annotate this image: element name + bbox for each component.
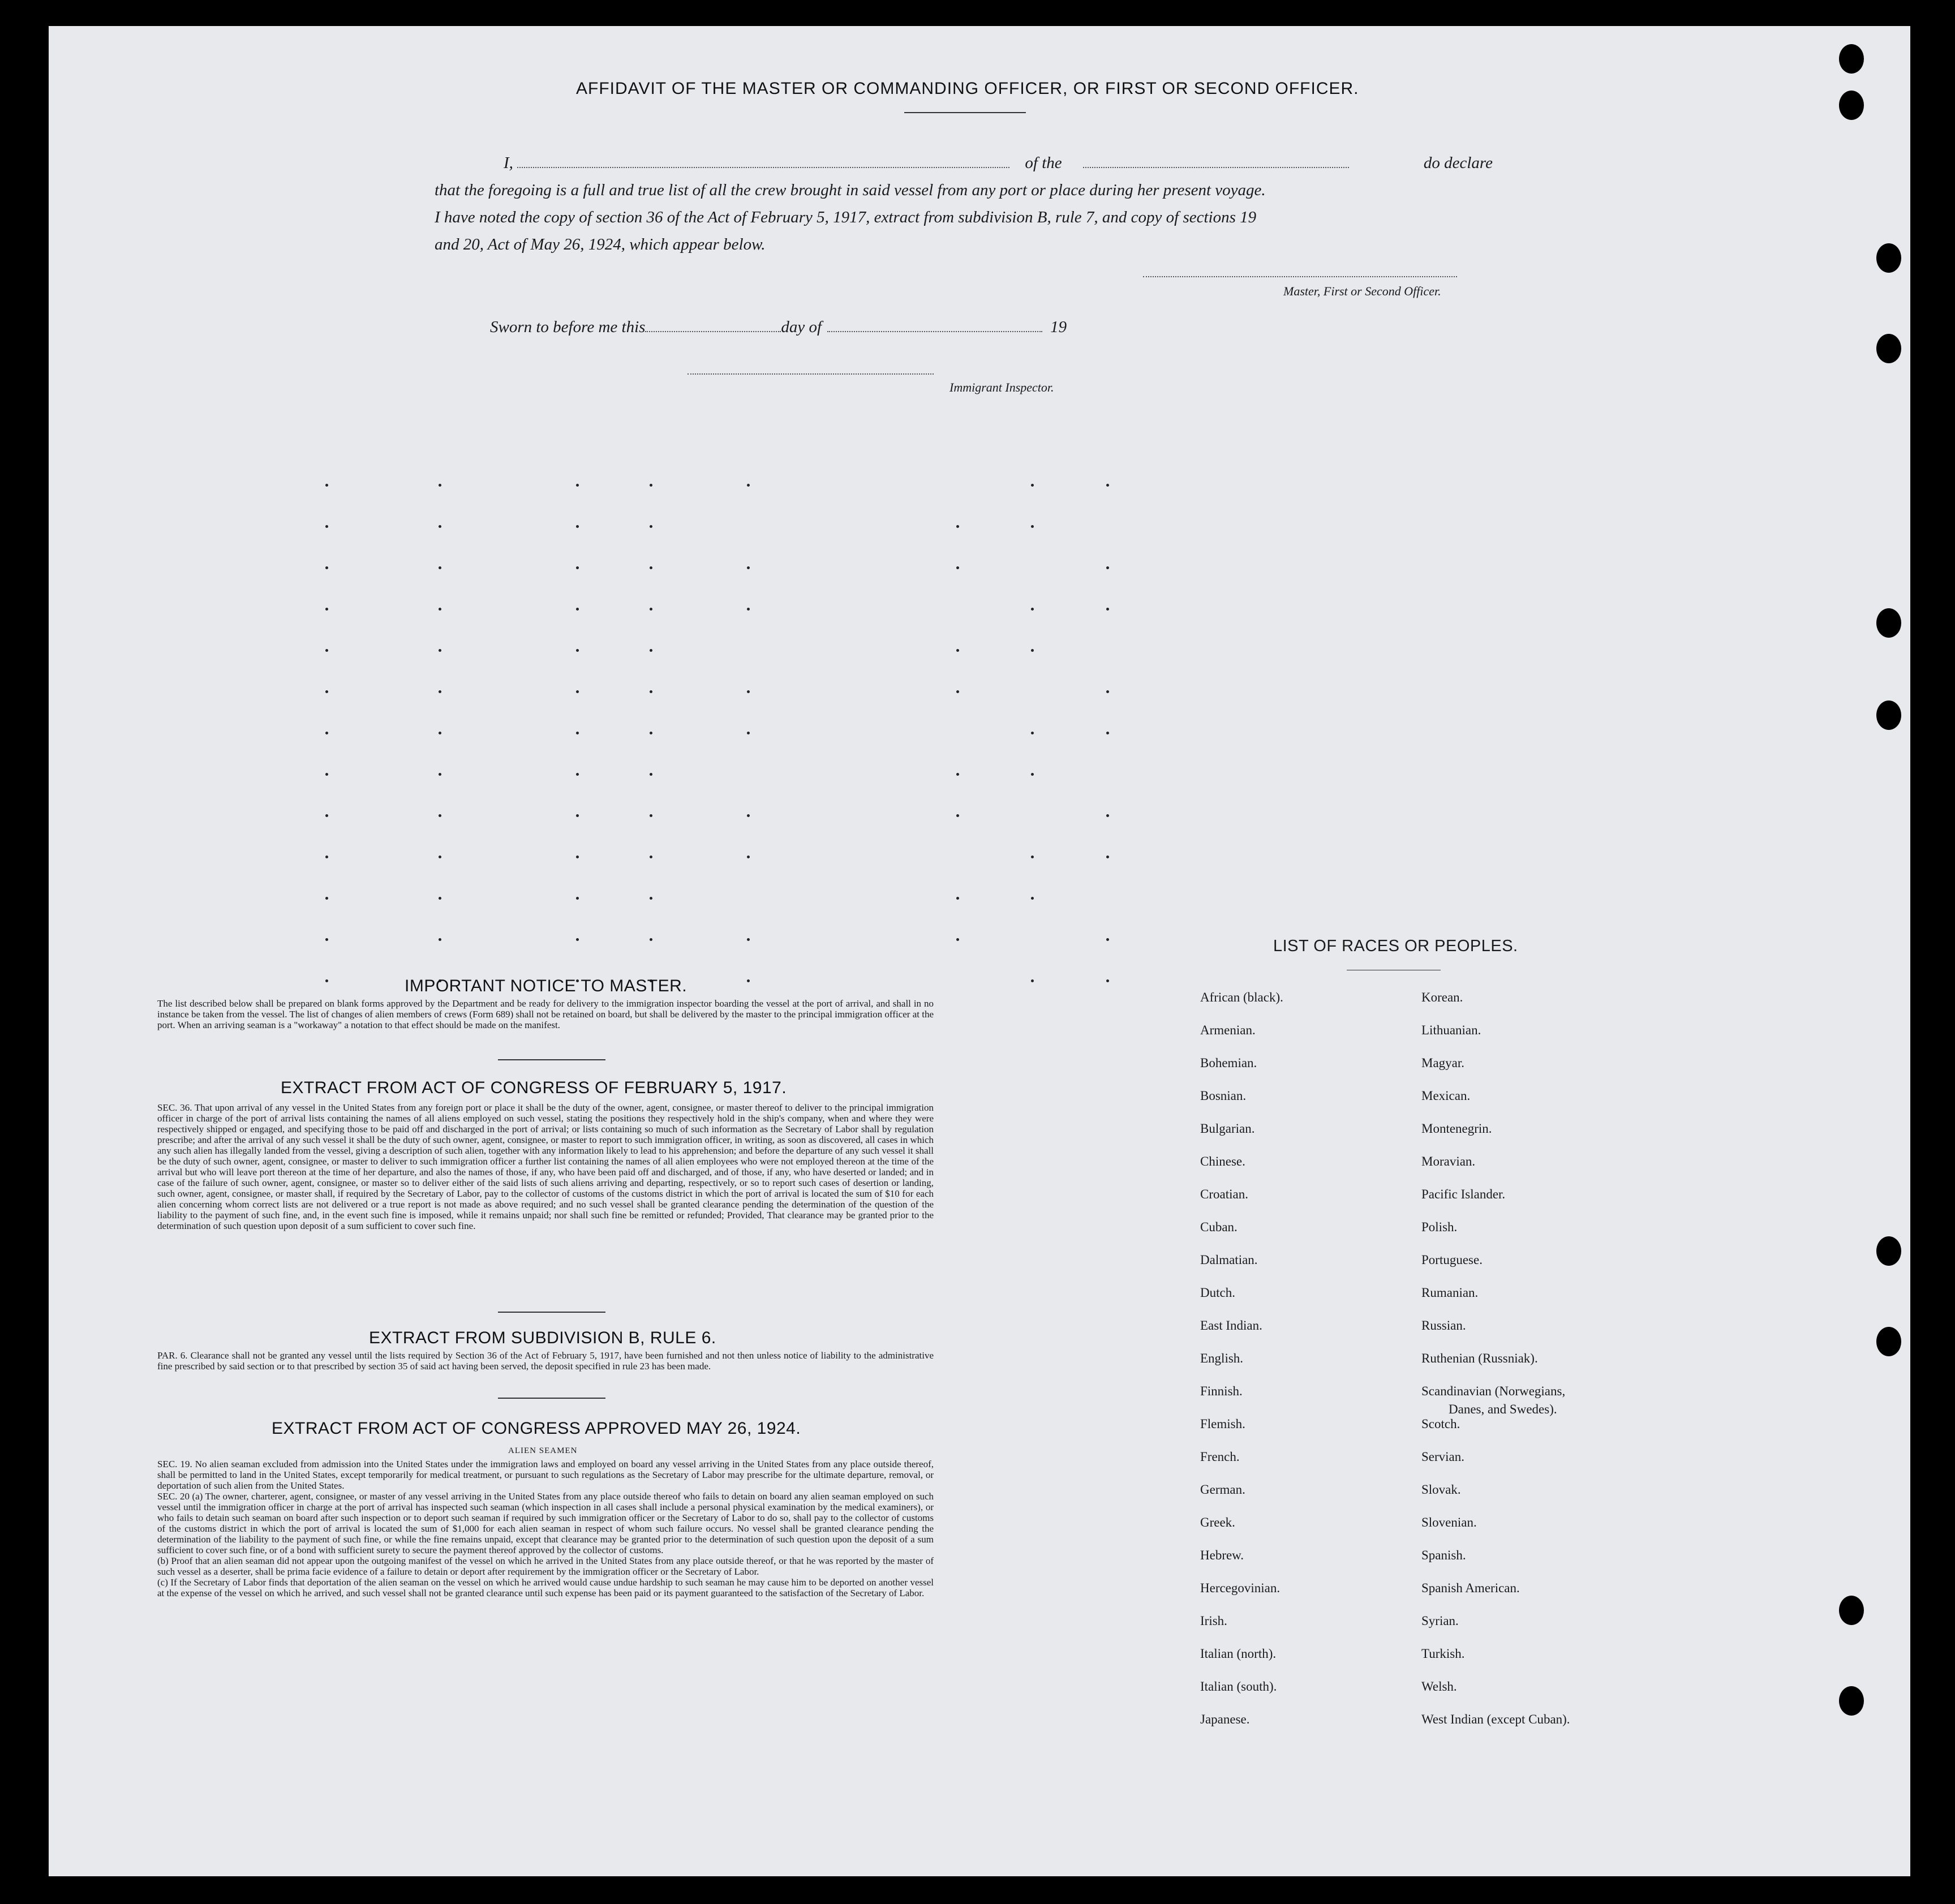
grid-dot bbox=[747, 856, 750, 858]
affidavit-title: AFFIDAVIT OF THE MASTER OR COMMANDING OFFICER, OR FIRST OR SECOND OFFICER. bbox=[576, 79, 1359, 98]
grid-dot bbox=[1106, 608, 1109, 611]
race-item: Pacific Islander. bbox=[1421, 1187, 1506, 1201]
grid-dot bbox=[1106, 938, 1109, 941]
sworn-line bbox=[490, 318, 1067, 337]
grid-dot bbox=[1106, 690, 1109, 693]
race-item: Slovak. bbox=[1421, 1482, 1461, 1497]
master-signature-line[interactable] bbox=[1143, 276, 1457, 277]
race-item: Hebrew. bbox=[1200, 1548, 1244, 1562]
grid-dot bbox=[650, 856, 652, 858]
race-item: Dalmatian. bbox=[1200, 1253, 1258, 1267]
punch-hole bbox=[1876, 243, 1901, 273]
race-item: Spanish. bbox=[1421, 1548, 1466, 1562]
sec-19: SEC. 19. No alien seaman excluded from admission into the United States under the immigration laws and employed on board any vessel arriving in the United States from any place outside thereof, shall be permitted to land in the United States, except temporarily for medical treatment, or pursuant to such regulations as the Secretary of Labor may prescribe for the ultimate departure, removal, or deportation of such alien from the United States. bbox=[157, 1459, 934, 1491]
day-field[interactable] bbox=[645, 320, 781, 332]
grid-dot bbox=[1106, 814, 1109, 817]
grid-dot bbox=[956, 566, 959, 569]
grid-dot bbox=[1031, 979, 1034, 982]
extract-1924-title: EXTRACT FROM ACT OF CONGRESS APPROVED MAY 26, 1924. bbox=[272, 1419, 801, 1438]
race-item: English. bbox=[1200, 1351, 1244, 1365]
grid-dot bbox=[325, 608, 328, 611]
grid-dot bbox=[650, 649, 652, 652]
race-item: Slovenian. bbox=[1421, 1515, 1477, 1529]
grid-dot bbox=[439, 938, 441, 941]
affidavit-of-the: of the bbox=[1025, 154, 1062, 172]
race-item: Japanese. bbox=[1200, 1712, 1250, 1726]
divider bbox=[904, 112, 1026, 113]
grid-dot bbox=[576, 897, 579, 900]
race-item: Armenian. bbox=[1200, 1023, 1256, 1037]
alien-seamen-subtitle: ALIEN SEAMEN bbox=[508, 1446, 578, 1455]
race-item: Flemish. bbox=[1200, 1417, 1245, 1431]
race-item: Cuban. bbox=[1200, 1220, 1238, 1234]
extract-rule6-title: EXTRACT FROM SUBDIVISION B, RULE 6. bbox=[369, 1329, 716, 1347]
punch-hole bbox=[1876, 608, 1901, 638]
vessel-field[interactable] bbox=[1083, 156, 1349, 168]
sec-20c: (c) If the Secretary of Labor finds that deportation of the alien seaman on the vessel on which he arrived would cause undue hardship to such seaman he may cause him to be deported on another vessel at the expense of the vessel on which he arrived, and such vessel shall not be granted clearance until such expense has been paid or its payment guaranteed to the satisfaction of the Secretary of Labor. bbox=[157, 1577, 934, 1598]
race-item: Servian. bbox=[1421, 1450, 1465, 1464]
grid-dot bbox=[747, 814, 750, 817]
master-label: Master, First or Second Officer. bbox=[1283, 284, 1441, 298]
grid-dot bbox=[1106, 566, 1109, 569]
grid-dot bbox=[1031, 856, 1034, 858]
race-item: Finnish. bbox=[1200, 1384, 1243, 1398]
grid-dot bbox=[1031, 608, 1034, 611]
grid-dot bbox=[325, 484, 328, 487]
grid-dot bbox=[747, 608, 750, 611]
grid-dot bbox=[325, 525, 328, 528]
grid-dot bbox=[956, 649, 959, 652]
month-field[interactable] bbox=[827, 320, 1042, 332]
grid-dot bbox=[747, 690, 750, 693]
grid-dot bbox=[325, 856, 328, 858]
races-title: LIST OF RACES OR PEOPLES. bbox=[1273, 937, 1518, 955]
race-item: East Indian. bbox=[1200, 1318, 1262, 1333]
race-item: Dutch. bbox=[1200, 1286, 1235, 1300]
extract-rule6-body: PAR. 6. Clearance shall not be granted any vessel until the lists required by Section 36 of the Act of February 5, 1917, have been furnished and not then unless notice of liability to the administrative fine prescribed by said section or to that prescribed by section 35 of said act having been served, the deposit specified in rule 23 has been made. bbox=[157, 1350, 934, 1372]
grid-dot bbox=[747, 938, 750, 941]
punch-hole bbox=[1876, 700, 1901, 730]
grid-dot bbox=[1106, 856, 1109, 858]
grid-dot bbox=[956, 773, 959, 776]
grid-dot bbox=[1031, 773, 1034, 776]
affidavit-text bbox=[435, 149, 1493, 258]
grid-dot bbox=[747, 732, 750, 734]
race-item: West Indian (except Cuban). bbox=[1421, 1712, 1570, 1726]
grid-dot bbox=[576, 732, 579, 734]
grid-dot bbox=[1031, 525, 1034, 528]
race-item: Montenegrin. bbox=[1421, 1121, 1492, 1136]
punch-hole bbox=[1839, 91, 1864, 120]
grid-dot bbox=[1106, 732, 1109, 734]
race-item: Moravian. bbox=[1421, 1154, 1476, 1168]
notice-body: The list described below shall be prepared on blank forms approved by the Department and be ready for delivery to the immigration inspector boarding the vessel at the port of arrival, and shall in no instance be taken from the vessel. The list of changes of alien members of crews (Form 689) shall not be retained on board, but shall be delivered by the master to the principal immigration officer at the port. When an arriving seaman is a "workaway" a notation to that effect should be made on the manifest. bbox=[157, 998, 934, 1030]
grid-dot bbox=[576, 566, 579, 569]
race-item: Ruthenian (Russniak). bbox=[1421, 1351, 1538, 1365]
grid-dot bbox=[650, 566, 652, 569]
race-item: Korean. bbox=[1421, 990, 1463, 1004]
race-item: Greek. bbox=[1200, 1515, 1235, 1529]
race-item: Spanish American. bbox=[1421, 1581, 1520, 1595]
grid-dot bbox=[439, 608, 441, 611]
punch-hole bbox=[1839, 1596, 1864, 1625]
race-item: Lithuanian. bbox=[1421, 1023, 1481, 1037]
race-item: French. bbox=[1200, 1450, 1240, 1464]
grid-dot bbox=[650, 732, 652, 734]
grid-dot bbox=[747, 979, 750, 982]
grid-dot bbox=[325, 979, 328, 982]
race-item: Bulgarian. bbox=[1200, 1121, 1255, 1136]
race-item: Italian (south). bbox=[1200, 1679, 1277, 1694]
grid-dot bbox=[325, 938, 328, 941]
grid-dot bbox=[576, 525, 579, 528]
grid-dot bbox=[439, 814, 441, 817]
race-item: Syrian. bbox=[1421, 1614, 1459, 1628]
grid-dot bbox=[956, 897, 959, 900]
grid-dot bbox=[956, 690, 959, 693]
grid-dot bbox=[1031, 484, 1034, 487]
affidavit-do-declare: do declare bbox=[1423, 154, 1493, 172]
grid-dot bbox=[576, 484, 579, 487]
race-item: Croatian. bbox=[1200, 1187, 1248, 1201]
form-sheet bbox=[49, 26, 1910, 1876]
race-item: Welsh. bbox=[1421, 1679, 1457, 1694]
sworn-year: 19 bbox=[1050, 318, 1067, 336]
inspector-label: Immigrant Inspector. bbox=[949, 380, 1054, 394]
race-item: Portuguese. bbox=[1421, 1253, 1483, 1267]
grid-dot bbox=[325, 814, 328, 817]
punch-hole bbox=[1876, 334, 1901, 363]
race-item: Mexican. bbox=[1421, 1089, 1471, 1103]
grid-dot bbox=[1031, 649, 1034, 652]
sworn-text: Sworn to before me this bbox=[490, 318, 646, 336]
grid-dot bbox=[439, 690, 441, 693]
grid-dot bbox=[576, 814, 579, 817]
grid-dot bbox=[747, 566, 750, 569]
grid-dot bbox=[650, 690, 652, 693]
grid-dot bbox=[650, 525, 652, 528]
notice-title: IMPORTANT NOTICE TO MASTER. bbox=[405, 977, 688, 995]
grid-dot bbox=[576, 690, 579, 693]
race-item: Rumanian. bbox=[1421, 1286, 1479, 1300]
grid-dot bbox=[576, 938, 579, 941]
race-item: Magyar. bbox=[1421, 1056, 1465, 1070]
grid-dot bbox=[956, 525, 959, 528]
grid-dot bbox=[747, 484, 750, 487]
affidavit-line-4: and 20, Act of May 26, 1924, which appear below. bbox=[435, 235, 766, 253]
punch-hole bbox=[1839, 1686, 1864, 1716]
grid-dot bbox=[650, 938, 652, 941]
grid-dot bbox=[325, 732, 328, 734]
extract-1917-title: EXTRACT FROM ACT OF CONGRESS OF FEBRUARY 5, 1917. bbox=[281, 1078, 787, 1097]
grid-dot bbox=[650, 773, 652, 776]
inspector-signature-line[interactable] bbox=[688, 373, 934, 375]
race-item: Bosnian. bbox=[1200, 1089, 1247, 1103]
grid-dot bbox=[576, 856, 579, 858]
grid-dot bbox=[650, 814, 652, 817]
divider bbox=[498, 1059, 605, 1060]
affidavit-line-2: that the foregoing is a full and true list of all the crew brought in said vessel from any port or place during her present voyage. bbox=[435, 181, 1266, 199]
sec-20a: SEC. 20 (a) The owner, charterer, agent, consignee, or master of any vessel arriving in the United States from any place outside thereof who fails to detain on board any alien seaman employed on such vessel until the immigration officer in charge at the port of arrival has inspected such seaman (which inspection in all cases shall include a personal physical examination by the medical examiners), or who fails to detain such seaman on board after such inspection or to deport such seaman if required by such immigration officer or the Secretary of Labor to do so, shall pay to the collector of customs of the customs district in which the port of arrival is located the sum of $1,000 for each alien seaman in respect of whom such failure occurs. No vessel shall be granted clearance pending the determination of the liability to the payment of such fine, or while the fine remains unpaid, except that clearance may be granted prior to the determination of such question upon the deposit of a sum sufficient to cover such fine, or of a bond with sufficient surety to secure the payment thereof approved by the collector of customs. bbox=[157, 1491, 934, 1555]
grid-dot bbox=[650, 608, 652, 611]
grid-dot bbox=[1106, 484, 1109, 487]
grid-dot bbox=[439, 897, 441, 900]
grid-dot bbox=[439, 484, 441, 487]
race-item: Russian. bbox=[1421, 1318, 1466, 1333]
grid-dot bbox=[325, 897, 328, 900]
sworn-day-of: day of bbox=[781, 318, 822, 336]
race-item: Bohemian. bbox=[1200, 1056, 1257, 1070]
race-item: Irish. bbox=[1200, 1614, 1227, 1628]
race-item: Italian (north). bbox=[1200, 1647, 1277, 1661]
race-item: African (black). bbox=[1200, 990, 1283, 1004]
grid-dot bbox=[576, 773, 579, 776]
divider bbox=[498, 1398, 605, 1399]
grid-dot bbox=[325, 566, 328, 569]
grid-dot bbox=[439, 773, 441, 776]
race-item: Chinese. bbox=[1200, 1154, 1245, 1168]
grid-dot bbox=[439, 566, 441, 569]
grid-dot bbox=[439, 525, 441, 528]
affidavit-line-1 bbox=[435, 149, 1493, 177]
affidavit-line-3: I have noted the copy of section 36 of the Act of February 5, 1917, extract from subdivision B, rule 7, and copy of sections 19 bbox=[435, 208, 1257, 226]
race-item: German. bbox=[1200, 1482, 1245, 1497]
grid-dot bbox=[956, 938, 959, 941]
grid-dot bbox=[1031, 732, 1034, 734]
race-item: Polish. bbox=[1421, 1220, 1458, 1234]
grid-dot bbox=[1031, 897, 1034, 900]
grid-dot bbox=[1106, 979, 1109, 982]
race-item: Scandinavian (Norwegians, bbox=[1421, 1384, 1566, 1398]
race-item: Scotch. bbox=[1421, 1417, 1460, 1431]
affidavit-i: I, bbox=[504, 154, 513, 172]
grid-dot bbox=[325, 690, 328, 693]
name-field[interactable] bbox=[517, 156, 1009, 168]
grid-dot bbox=[576, 608, 579, 611]
race-item: Hercegovinian. bbox=[1200, 1581, 1281, 1595]
grid-dot bbox=[650, 897, 652, 900]
grid-dot bbox=[576, 649, 579, 652]
race-item-continuation: Danes, and Swedes). bbox=[1449, 1402, 1557, 1416]
grid-dot bbox=[650, 484, 652, 487]
extract-1924-body bbox=[157, 1459, 934, 1598]
grid-dot bbox=[956, 814, 959, 817]
grid-dot bbox=[325, 773, 328, 776]
punch-hole bbox=[1839, 44, 1864, 74]
sec-20b: (b) Proof that an alien seaman did not appear upon the outgoing manifest of the vessel on which he arrived in the United States from any place outside thereof, or that he was reported by the master of such vessel as a deserter, shall be prima facie evidence of a failure to detain or deport after requirement by the immigration officer or the Secretary of Labor. bbox=[157, 1555, 934, 1577]
punch-hole bbox=[1876, 1236, 1901, 1266]
grid-dot bbox=[325, 649, 328, 652]
punch-hole bbox=[1876, 1327, 1901, 1356]
extract-1917-body: SEC. 36. That upon arrival of any vessel in the United States from any foreign port or place it shall be the duty of the owner, agent, consignee, or master thereof to deliver to the principal immigration officer in charge of the port of arrival lists containing the names of all aliens employed on such vessel, stating the positions they respectively hold in the ship's company, when and where they were respectively shipped or engaged, and specifying those to be paid off and discharged in the port of arrival; or lists containing so much of such information as the Secretary of Labor shall by regulation prescribe; and after the arrival of any such vessel it shall be the duty of such owner, agent, consignee, or master to report to such immigration officer, in writing, as soon as discovered, all cases in which any such alien has illegally landed from the vessel, giving a description of such alien, together with any information likely to lead to his apprehension; and before the departure of any such vessel it shall be the duty of such owner, agent, consignee, or master to deliver to such immigration officer a further list containing the names of all alien employees who were not employed thereon at the time of the arrival but who will leave port thereon at the time of her departure, and also the names of those, if any, who have been paid off and discharged, and of those, if any, who have deserted or landed; and in case of the failure of such owner, agent, consignee, or master so to deliver either of the said lists of such aliens arriving and departing, respectively, or so to report such cases of desertion or landing, such owner, agent, consignee, or master shall, if required by the Secretary of Labor, pay to the collector of customs of the customs district in which the port of arrival is located the sum of $10 for each alien concerning whom correct lists are not delivered or a true report is not made as above required; and no such vessel shall be granted clearance pending the determination of the question of the liability to the payment of such fine, and, in the event such fine is imposed, while it remains unpaid; nor shall such fine be remitted or refunded; Provided, That clearance may be granted prior to the determination of such question upon deposit of a sum sufficient to cover such fine. bbox=[157, 1102, 934, 1231]
grid-dot bbox=[439, 732, 441, 734]
race-item: Turkish. bbox=[1421, 1647, 1465, 1661]
grid-dot bbox=[439, 649, 441, 652]
divider bbox=[498, 1312, 605, 1313]
grid-dot bbox=[439, 856, 441, 858]
